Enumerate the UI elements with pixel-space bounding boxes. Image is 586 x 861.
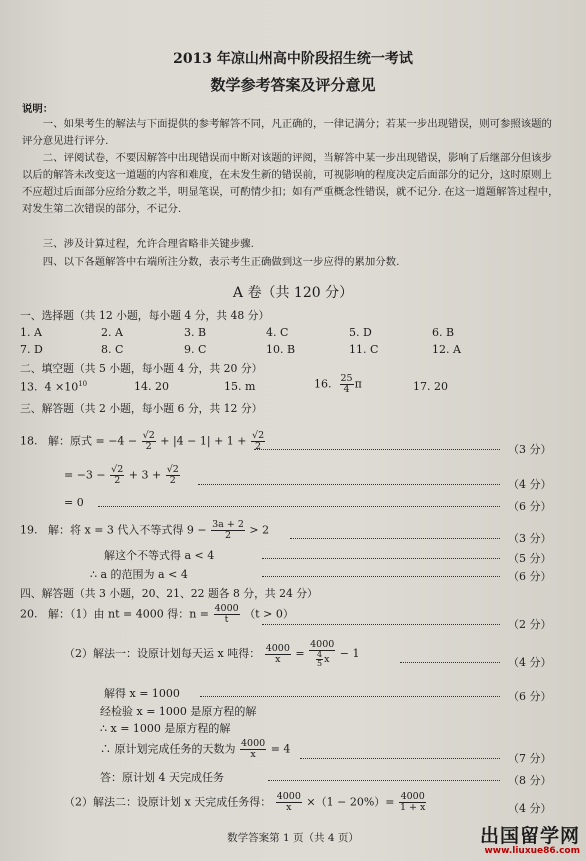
q20-score-6: （4 分） <box>508 802 552 815</box>
section-choice-title: 一、选择题（共 12 小题，每小题 4 分，共 48 分） <box>20 309 270 322</box>
q18-score-2: （4 分） <box>508 478 552 491</box>
q19-score-3: （6 分） <box>508 570 552 583</box>
q19-line-1: 19. 解：将 x = 3 代入不等式得 9 − $\frac{3a + 2}{2}$ > 2 <box>20 519 270 541</box>
q20-check-2: ∴ x = 1000 是原方程的解 <box>100 722 231 735</box>
q19-score-1: （3 分） <box>508 532 552 545</box>
q20-score-1: （2 分） <box>508 618 552 631</box>
q20-method1: （2）解法一：设原计划每天运 x 吨得： $\frac{4000}{x}$ = 4000 $\frac{4}{5}$ x − 1 <box>64 639 360 668</box>
answer-7: 7. D <box>20 343 43 356</box>
page-footer: 数学答案第 1 页（共 4 页） <box>227 832 359 844</box>
note-4: 四、以下各题解答中右端所注分数，表示考生正确做到这一步应得的累加分数. <box>42 256 400 268</box>
answer-8: 8. C <box>101 343 124 356</box>
note-1: 一、如果考生的解法与下面提供的参考解答不同，凡正确的，一律记满分；若某一步出现错误，则可参照该题的评分意见进行评分. <box>22 118 552 147</box>
q18-line-3: = 0 <box>64 496 84 509</box>
q20-days: ∴ 原计划完成任务的天数为 $\frac{4000}{x}$ = 4 <box>100 738 291 760</box>
dot-leader <box>300 758 500 759</box>
section-solve-title: 三、解答题（共 2 小题，每小题 6 分，共 12 分） <box>20 402 263 415</box>
note-3: 三、涉及计算过程，允许合理省略非关键步骤. <box>42 238 254 250</box>
exam-title: 2013 年凉山州高中阶段招生统一考试 <box>173 51 413 67</box>
watermark-name: 出国留学网 <box>479 825 580 847</box>
answer-5: 5. D <box>349 326 372 339</box>
answer-17: 17. 20 <box>413 380 448 393</box>
note-2: 二、评阅试卷，不要因解答中出现错误而中断对该题的评阅，当解答中某一步出现错误，影响了后继部分但该步以后的解答未改变这一道题的内容和难度，在未发生新的错误前，可视影响的程度决定后面部分的记分，这时原则上不应超过后面部分应给分数之半，明显笔误，可酌情少扣；如有严重概念性错误，就不记分. 在这一道题解答过程中，对发生第二次错误的部分，不记分. <box>22 152 559 215</box>
notes-label: 说明： <box>22 103 54 115</box>
answer-2: 2. A <box>101 326 123 339</box>
answer-key-subtitle: 数学参考答案及评分意见 <box>210 76 376 94</box>
q18-line-1: 18. 解：原式 = −4 − $\frac{√2}{2}$ + |4 − 1| + 1 + $\frac{√2}{2}$ <box>20 430 265 452</box>
dot-leader <box>98 506 500 507</box>
dot-leader <box>262 558 500 559</box>
dot-leader <box>268 780 500 781</box>
dot-leader <box>254 449 500 450</box>
dot-leader <box>198 484 500 485</box>
dot-leader <box>200 696 500 697</box>
answer-14: 14. 20 <box>134 380 169 393</box>
q20-part1: 20. 解：（1）由 nt = 4000 得：n = $\frac{4000}{t}$ （t > 0） <box>20 603 294 625</box>
dot-leader <box>290 538 500 539</box>
q19-score-2: （5 分） <box>508 552 552 565</box>
q20-check-1: 经检验 x = 1000 是原方程的解 <box>100 705 257 718</box>
q20-score-4: （7 分） <box>508 752 552 765</box>
dot-leader <box>400 662 500 663</box>
answer-10: 10. B <box>266 343 296 356</box>
answer-15: 15. m <box>224 380 256 393</box>
q19-line-3: ∴ a 的范围为 a < 4 <box>90 568 188 581</box>
q18-score-1: （3 分） <box>508 443 552 456</box>
q18-line-2: = −3 − $\frac{√2}{2}$ + 3 + $\frac{√2}{2}$ <box>64 464 179 486</box>
answer-12: 12. A <box>432 343 461 356</box>
dot-leader <box>262 624 500 625</box>
q20-score-3: （6 分） <box>508 690 552 703</box>
q18-score-3: （6 分） <box>508 500 552 513</box>
q19-line-2: 解这个不等式得 a < 4 <box>104 549 215 562</box>
q20-solution: 解得 x = 1000 <box>104 687 180 700</box>
answer-1: 1. A <box>20 326 42 339</box>
volume-a-title: A 卷（共 120 分） <box>232 285 354 301</box>
section-solve2-title: 四、解答题（共 3 小题，20、21、22 题各 8 分，共 24 分） <box>20 587 318 600</box>
q20-answer: 答：原计划 4 天完成任务 <box>100 771 224 784</box>
answer-13: 13. $4 \times 10^{10}$ <box>20 380 88 394</box>
watermark-logo <box>480 826 580 856</box>
dot-leader <box>262 576 500 577</box>
section-fill-title: 二、填空题（共 5 小题，每小题 4 分，共 20 分） <box>20 362 263 375</box>
answer-16: 16. $\frac{25}{4}$ π <box>314 373 362 395</box>
answer-4: 4. C <box>266 326 289 339</box>
q20-score-2: （4 分） <box>508 656 552 669</box>
watermark-url: www.liuxue86.com <box>484 846 580 856</box>
q20-method2: （2）解法二：设原计划 x 天完成任务得： $\frac{4000}{x}$ ×（1 − 20%）= $\frac{4000}{1 + x}$ <box>64 791 426 813</box>
q20-score-5: （8 分） <box>508 774 552 787</box>
answer-6: 6. B <box>432 326 455 339</box>
answer-3: 3. B <box>184 326 207 339</box>
answer-9: 9. C <box>184 343 207 356</box>
answer-11: 11. C <box>349 343 379 356</box>
